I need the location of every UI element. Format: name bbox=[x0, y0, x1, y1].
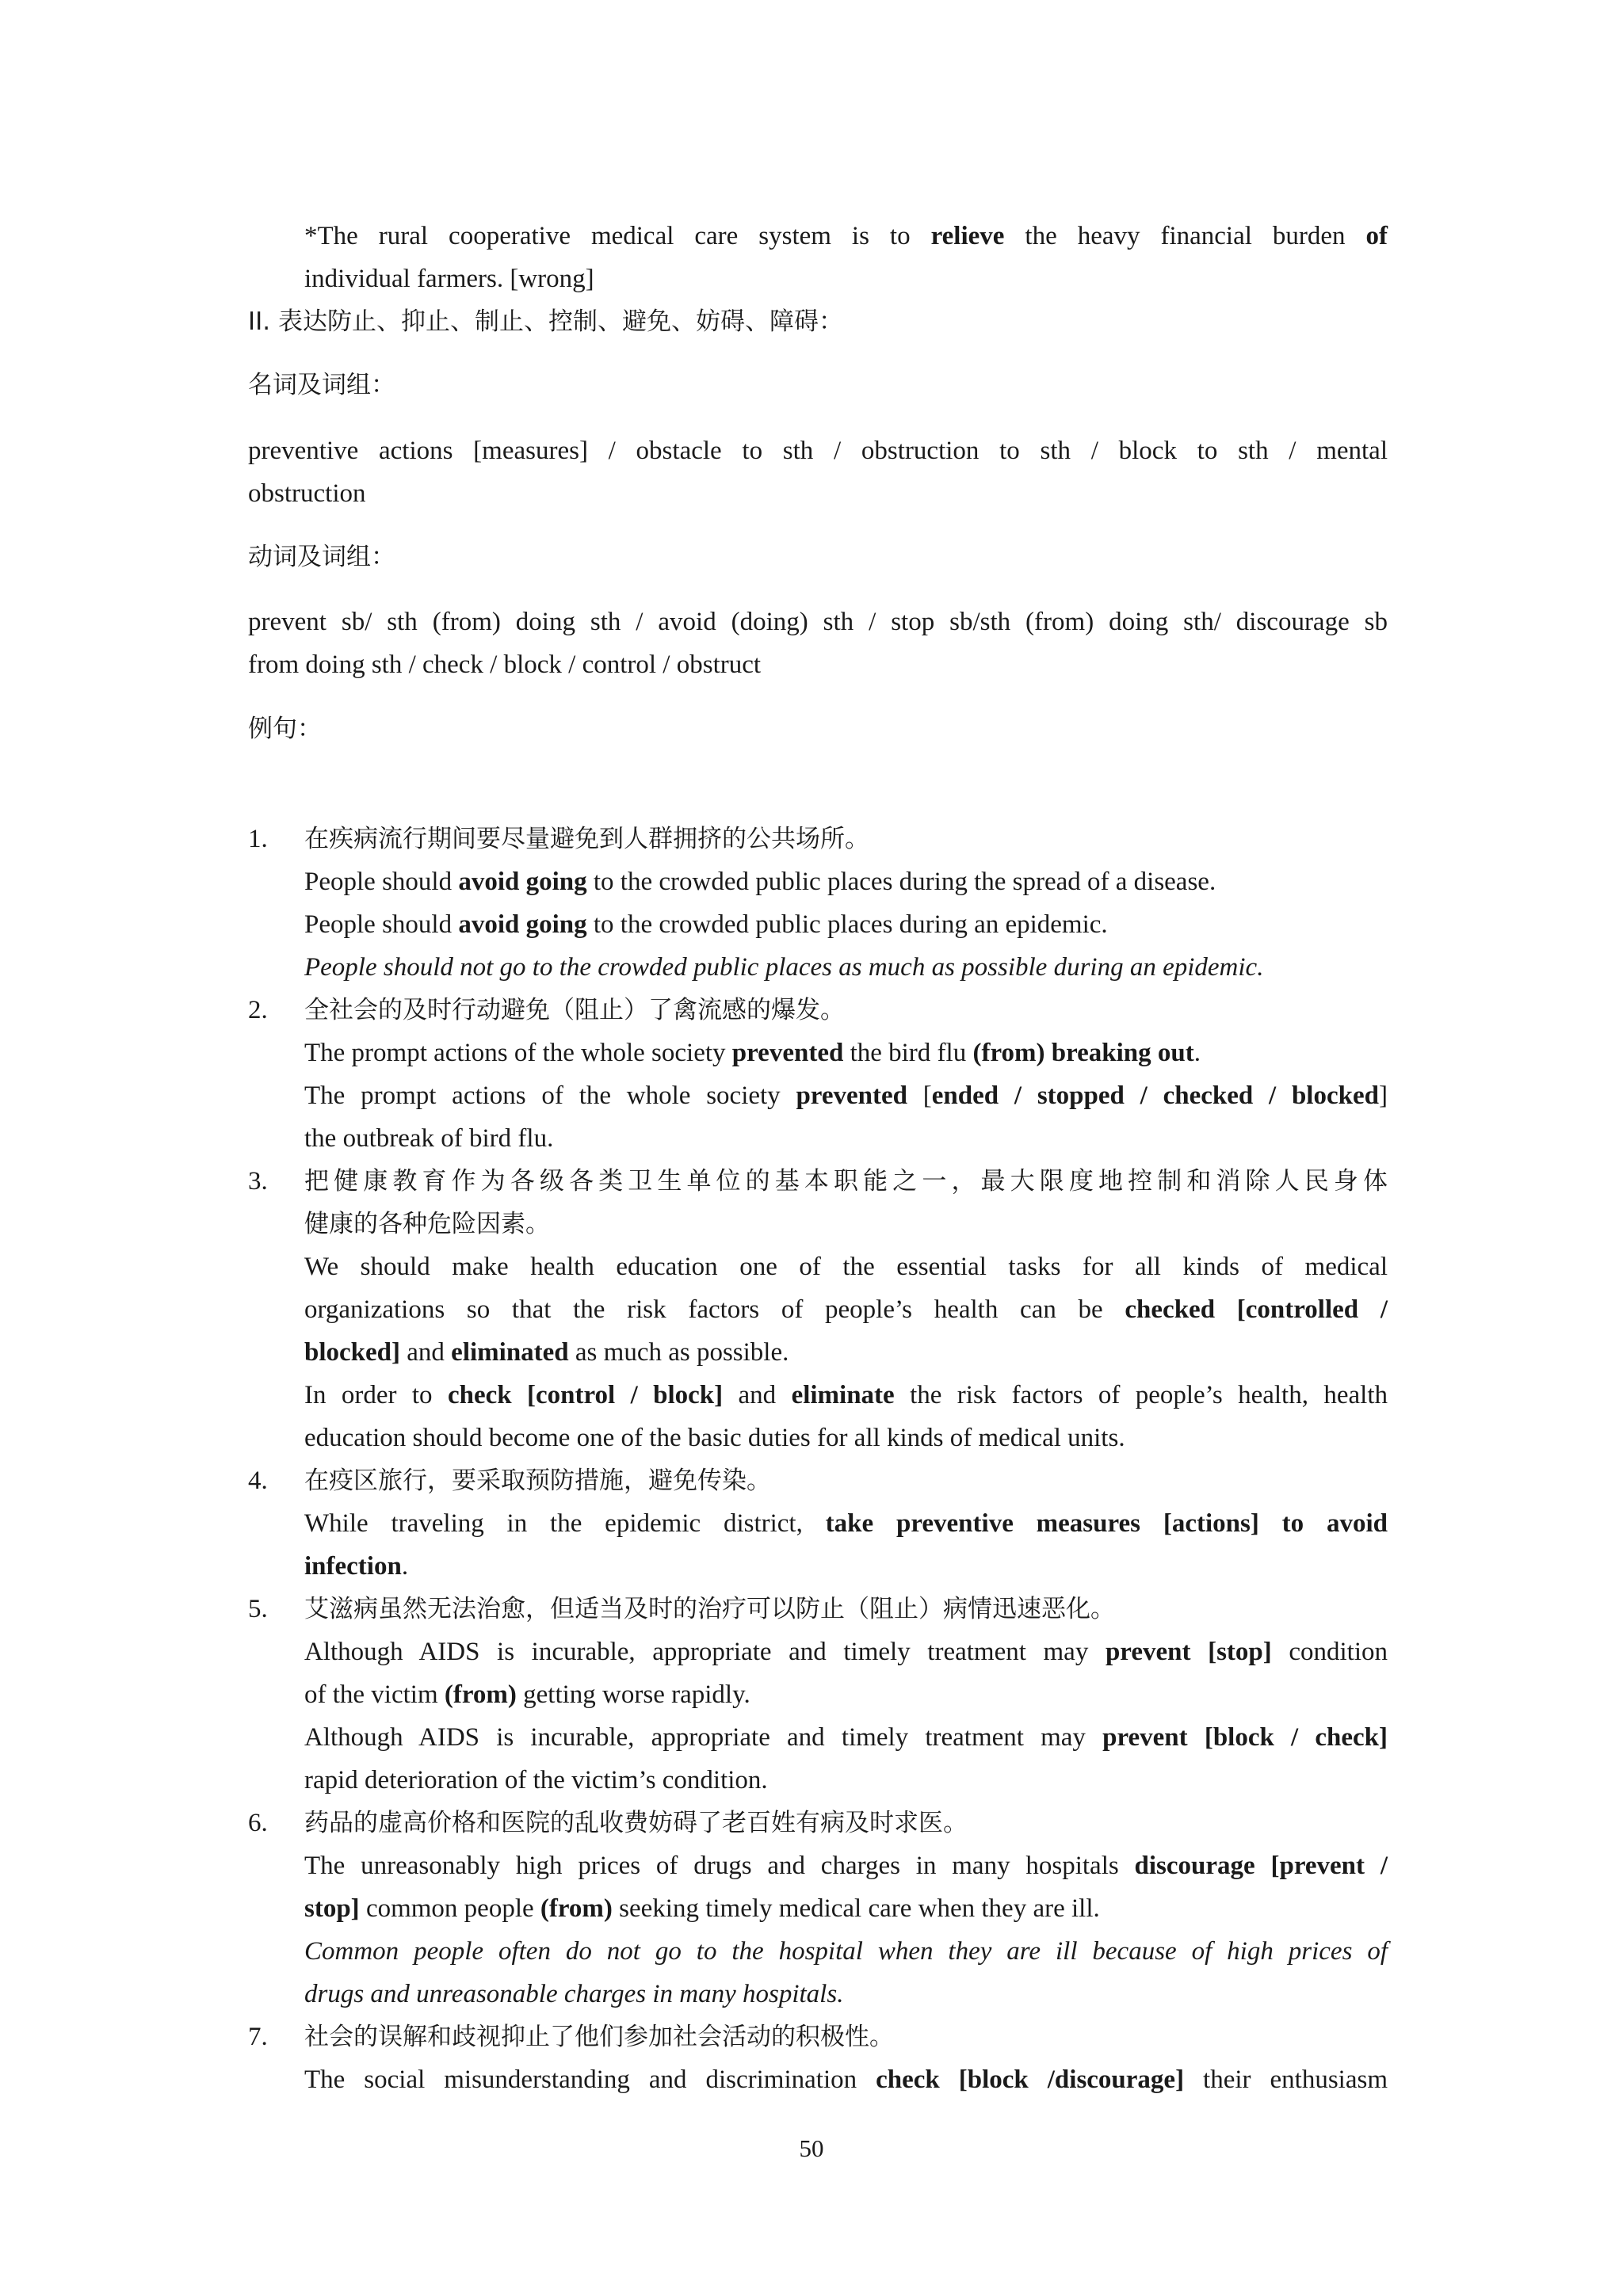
noun-phrases-line-2: obstruction bbox=[248, 479, 366, 508]
example-chinese-sentence: 把健康教育作为各级各类卫生单位的基本职能之一，最大限度地控制和消除人民身体 bbox=[304, 1167, 1388, 1196]
example-chinese-sentence: 药品的虚高价格和医院的乱收费妨碍了老百姓有病及时求医。 bbox=[304, 1809, 968, 1837]
section-heading: II. 表达防止、抑止、制止、控制、避免、妨碍、障碍： bbox=[248, 307, 843, 336]
example-chinese-sentence: 健康的各种危险因素。 bbox=[304, 1210, 550, 1238]
verb-phrases-line-1: prevent sb/ sth (from) doing sth / avoid (doing) sth / stop sb/sth (from) doing sth/ discourage sb bbox=[248, 608, 1388, 636]
example-english-translation: infection. bbox=[304, 1552, 409, 1581]
example-english-translation: The prompt actions of the whole society prevented the bird flu (from) breaking out. bbox=[304, 1039, 1201, 1067]
example-english-translation: organizations so that the risk factors of people’s health can be checked [controlled / bbox=[304, 1295, 1388, 1324]
example-english-translation: Although AIDS is incurable, appropriate and timely treatment may prevent [stop] condition bbox=[304, 1638, 1388, 1666]
example-number: 2. bbox=[248, 996, 268, 1024]
example-english-translation: of the victim (from) getting worse rapidly. bbox=[304, 1680, 750, 1709]
page-number: 50 bbox=[799, 2134, 824, 2162]
example-english-translation: blocked] and eliminated as much as possible. bbox=[304, 1338, 789, 1367]
example-chinese-sentence: 全社会的及时行动避免（阻止）了禽流感的爆发。 bbox=[304, 996, 845, 1024]
example-chinese-sentence: 在疾病流行期间要尽量避免到人群拥挤的公共场所。 bbox=[304, 825, 869, 853]
verb-phrases-line-2: from doing sth / check / block / control / obstruct bbox=[248, 650, 762, 679]
example-english-translation: The unreasonably high prices of drugs and charges in many hospitals discourage [prevent / bbox=[304, 1852, 1388, 1880]
examples-label: 例句： bbox=[248, 715, 322, 743]
example-english-translation: People should avoid going to the crowded public places during an epidemic. bbox=[304, 910, 1108, 939]
example-english-translation: rapid deterioration of the victim’s condition. bbox=[304, 1766, 768, 1794]
verb-label: 动词及词组： bbox=[248, 543, 395, 571]
example-chinese-sentence: 社会的误解和歧视抑止了他们参加社会活动的积极性。 bbox=[304, 2023, 894, 2051]
example-english-translation: education should become one of the basic duties for all kinds of medical units. bbox=[304, 1424, 1125, 1452]
example-number: 4. bbox=[248, 1466, 268, 1495]
example-english-translation: In order to check [control / block] and eliminate the risk factors of people’s health, health bbox=[304, 1381, 1388, 1409]
example-chinese-sentence: 在疫区旅行，要采取预防措施，避免传染。 bbox=[304, 1466, 771, 1495]
noun-phrases-line-1: preventive actions [measures] / obstacle to sth / obstruction to sth / block to sth / mental bbox=[248, 437, 1388, 465]
example-english-translation: The prompt actions of the whole society prevented [ended / stopped / checked / blocked] bbox=[304, 1081, 1388, 1110]
example-number: 7. bbox=[248, 2023, 268, 2051]
example-english-translation: People should not go to the crowded public places as much as possible during an epidemic. bbox=[304, 953, 1264, 982]
example-english-translation: stop] common people (from) seeking timely medical care when they are ill. bbox=[304, 1894, 1100, 1923]
noun-label: 名词及词组： bbox=[248, 371, 395, 399]
example-english-translation: the outbreak of bird flu. bbox=[304, 1124, 554, 1153]
example-english-translation: Although AIDS is incurable, appropriate and timely treatment may prevent [block / check] bbox=[304, 1723, 1388, 1752]
example-number: 5. bbox=[248, 1595, 268, 1623]
example-english-translation: The social misunderstanding and discrimination check [block /discourage] their enthusiasm bbox=[304, 2065, 1388, 2094]
example-number: 1. bbox=[248, 825, 268, 853]
example-chinese-sentence: 艾滋病虽然无法治愈，但适当及时的治疗可以防止（阻止）病情迅速恶化。 bbox=[304, 1595, 1115, 1623]
example-english-translation: While traveling in the epidemic district, take preventive measures [actions] to avoid bbox=[304, 1509, 1388, 1538]
example-number: 6. bbox=[248, 1809, 268, 1837]
continuation-line-1: *The rural cooperative medical care system is to relieve the heavy financial burden of bbox=[304, 222, 1388, 250]
example-english-translation: Common people often do not go to the hospital when they are ill because of high prices of bbox=[304, 1937, 1388, 1966]
example-english-translation: drugs and unreasonable charges in many hospitals. bbox=[304, 1980, 844, 2008]
example-number: 3. bbox=[248, 1167, 268, 1196]
example-english-translation: We should make health education one of the essential tasks for all kinds of medical bbox=[304, 1253, 1388, 1281]
example-english-translation: People should avoid going to the crowded public places during the spread of a disease. bbox=[304, 868, 1216, 896]
continuation-line-2: individual farmers. [wrong] bbox=[304, 265, 594, 293]
